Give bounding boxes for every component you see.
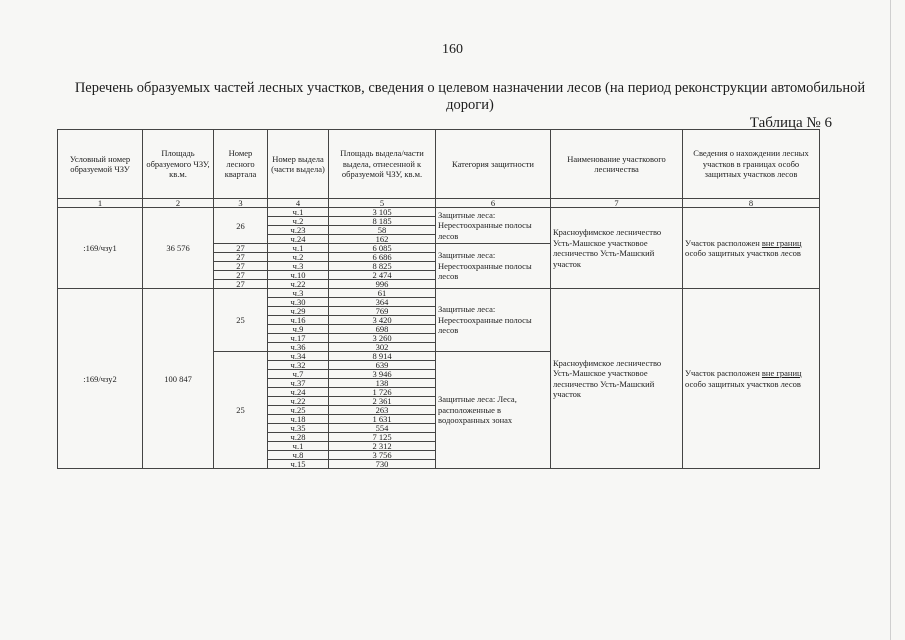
vydel-area: 8 825: [329, 262, 436, 271]
location-underlined: вне границ: [761, 237, 802, 248]
protection-category: Защитные леса: Нерестоохранные полосы лесов: [436, 208, 551, 244]
column-header: Сведения о нахождении лесных участков в границах особо защитных участков лесов: [683, 130, 820, 199]
forestry-name: Красноуфимское лесничество Усть-Машское участковое лесничество Усть-Машский участок: [551, 208, 683, 289]
column-header: Условный номер образуемой ЧЗУ: [58, 130, 143, 199]
vydel-area: 6 085: [329, 244, 436, 253]
scan-edge: [890, 0, 891, 640]
chzu-id: :169/чзу1: [58, 208, 143, 289]
vydel-number: ч.2: [268, 253, 329, 262]
quarter-number: 27: [214, 253, 268, 262]
column-number: 2: [143, 199, 214, 208]
table-body: [58, 199, 820, 469]
column-header: Категория защитности: [436, 130, 551, 199]
quarter-number: 27: [214, 280, 268, 289]
vydel-number: ч.7: [268, 370, 329, 379]
vydel-area: 61: [329, 289, 436, 298]
chzu-id: :169/чзу2: [58, 289, 143, 469]
vydel-number: ч.8: [268, 451, 329, 460]
vydel-area: 138: [329, 379, 436, 388]
column-header: Номер выдела (части выдела): [268, 130, 329, 199]
vydel-number: ч.2: [268, 217, 329, 226]
vydel-number: ч.18: [268, 415, 329, 424]
table-row: [58, 208, 820, 217]
vydel-area: 3 946: [329, 370, 436, 379]
protection-category: Защитные леса: Нерестоохранные полосы лесов: [436, 289, 551, 352]
vydel-area: 263: [329, 406, 436, 415]
vydel-number: ч.10: [268, 271, 329, 280]
vydel-number: ч.30: [268, 298, 329, 307]
vydel-area: 58: [329, 226, 436, 235]
vydel-number: ч.15: [268, 460, 329, 469]
vydel-area: 1 631: [329, 415, 436, 424]
location-text: особо защитных участков лесов: [685, 378, 801, 389]
vydel-area: 7 125: [329, 433, 436, 442]
vydel-number: ч.35: [268, 424, 329, 433]
vydel-area: 8 185: [329, 217, 436, 226]
document-title: Перечень образуемых частей лесных участков, сведения о целевом назначении лесов (на период реконструкции автомобильной дороги): [74, 80, 866, 113]
column-number: 7: [551, 199, 683, 208]
vydel-area: 6 686: [329, 253, 436, 262]
vydel-area: 3 756: [329, 451, 436, 460]
column-header: Номер лесного квартала: [214, 130, 268, 199]
column-number: 3: [214, 199, 268, 208]
quarter-number: 26: [214, 208, 268, 244]
vydel-number: ч.1: [268, 442, 329, 451]
vydel-area: 3 420: [329, 316, 436, 325]
vydel-area: 3 105: [329, 208, 436, 217]
vydel-number: ч.1: [268, 208, 329, 217]
vydel-area: 2 361: [329, 397, 436, 406]
vydel-number: ч.3: [268, 289, 329, 298]
chzu-area: 100 847: [143, 289, 214, 469]
quarter-number: 25: [214, 289, 268, 352]
quarter-number: 25: [214, 352, 268, 469]
vydel-area: 730: [329, 460, 436, 469]
column-number: 6: [436, 199, 551, 208]
location-text: особо защитных участков лесов: [685, 248, 801, 258]
vydel-number: ч.22: [268, 280, 329, 289]
vydel-number: ч.1: [268, 244, 329, 253]
forestry-name: Красноуфимское лесничество Усть-Машское участковое лесничество Усть-Машский участок: [551, 289, 683, 469]
vydel-area: 302: [329, 343, 436, 352]
protected-area-info: [683, 208, 820, 289]
vydel-number: ч.24: [268, 388, 329, 397]
location-text: Участок расположен: [685, 237, 762, 248]
vydel-number: ч.34: [268, 352, 329, 361]
vydel-number: ч.24: [268, 235, 329, 244]
vydel-number: ч.29: [268, 307, 329, 316]
quarter-number: 27: [214, 262, 268, 271]
vydel-number: ч.32: [268, 361, 329, 370]
vydel-number: ч.25: [268, 406, 329, 415]
vydel-area: 1 726: [329, 388, 436, 397]
vydel-number: ч.28: [268, 433, 329, 442]
vydel-area: 554: [329, 424, 436, 433]
quarter-number: 27: [214, 271, 268, 280]
vydel-area: 3 260: [329, 334, 436, 343]
location-text: Участок расположен: [685, 368, 762, 378]
column-number: 8: [683, 199, 820, 208]
vydel-number: ч.3: [268, 262, 329, 271]
table-row: [58, 289, 820, 298]
vydel-number: ч.17: [268, 334, 329, 343]
vydel-area: 162: [329, 235, 436, 244]
chzu-area: 36 576: [143, 208, 214, 289]
column-header: Площадь образуемого ЧЗУ, кв.м.: [143, 130, 214, 199]
vydel-area: 2 474: [329, 271, 436, 280]
vydel-number: ч.37: [268, 379, 329, 388]
location-underlined: вне границ: [761, 368, 802, 378]
vydel-area: 769: [329, 307, 436, 316]
vydel-number: ч.22: [268, 397, 329, 406]
register-table: [57, 129, 820, 469]
vydel-number: ч.23: [268, 226, 329, 235]
vydel-area: 996: [329, 280, 436, 289]
column-number: 4: [268, 199, 329, 208]
vydel-area: 364: [329, 298, 436, 307]
column-header: Наименование участкового лесничества: [551, 130, 683, 199]
vydel-area: 639: [329, 361, 436, 370]
page-number: 160: [442, 42, 463, 57]
vydel-area: 698: [329, 325, 436, 334]
vydel-number: ч.16: [268, 316, 329, 325]
vydel-area: 8 914: [329, 352, 436, 361]
column-number: 5: [329, 199, 436, 208]
protected-area-info: [683, 289, 820, 469]
vydel-number: ч.9: [268, 325, 329, 334]
protection-category: Защитные леса: Леса, расположенные в водоохранных зонах: [436, 352, 551, 469]
vydel-area: 2 312: [329, 442, 436, 451]
quarter-number: 27: [214, 244, 268, 253]
header-row: [58, 130, 820, 199]
table-label: Таблица № 6: [749, 115, 832, 131]
column-number-row: [58, 199, 820, 208]
column-header: Площадь выдела/части выдела, отнесенной к образуемой ЧЗУ, кв.м.: [329, 130, 436, 199]
protection-category: Защитные леса: Нерестоохранные полосы лесов: [436, 244, 551, 289]
vydel-number: ч.36: [268, 343, 329, 352]
column-number: 1: [58, 199, 143, 208]
